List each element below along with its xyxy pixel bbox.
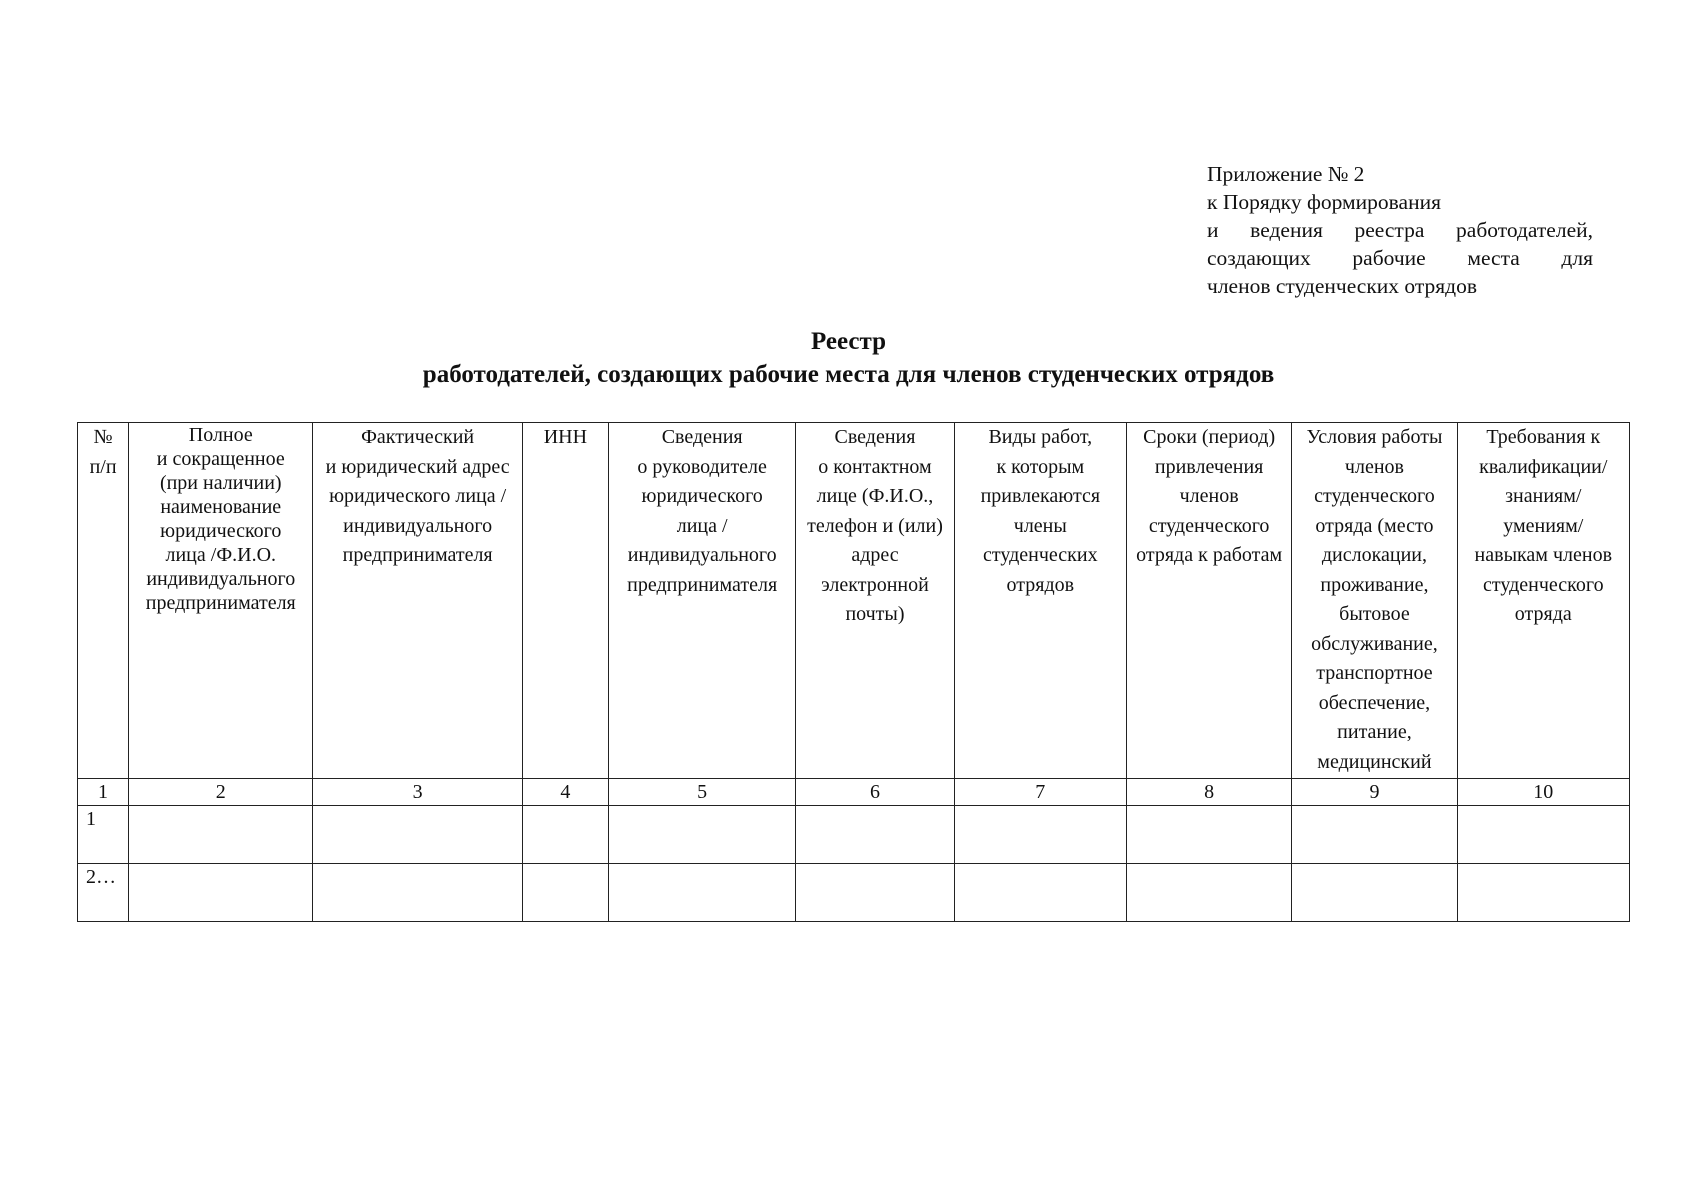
registry-table [77,422,1630,922]
table-cell [1292,806,1457,864]
header-cell-address: Фактический и юридический адрес юридического лица / индивидуального предпринимателя [313,423,522,779]
column-number-cell: 1 [78,779,129,806]
table-cell [608,806,795,864]
document-subtitle: работодателей, создающих рабочие места для членов студенческих отрядов [422,361,1275,388]
header-cell-inn: ИНН [522,423,608,779]
appendix-word: места [1467,246,1520,270]
table-cell [522,806,608,864]
appendix-line-2: к Порядку формирования [1207,190,1441,214]
column-number-cell: 7 [954,779,1126,806]
table-cell [129,806,313,864]
column-number-cell: 9 [1292,779,1457,806]
table-row [78,806,1630,864]
table-cell [796,806,954,864]
appendix-line-1: Приложение № 2 [1207,162,1365,186]
header-cell-period: Сроки (период) привлечения членов студенческого отряда к работам [1126,423,1291,779]
table-cell [129,864,313,922]
table-cell [1126,864,1291,922]
column-number-cell: 10 [1457,779,1629,806]
column-number-row [78,779,1630,806]
table-cell [954,806,1126,864]
table-cell [522,864,608,922]
appendix-line-5: членов студенческих отрядов [1207,274,1478,298]
table-cell [313,864,522,922]
table-cell [1457,806,1629,864]
appendix-word: создающих [1207,246,1311,270]
row-number-cell: 1 [78,806,129,864]
column-number-cell: 8 [1126,779,1291,806]
appendix-word: и [1207,218,1219,242]
column-number-cell: 6 [796,779,954,806]
appendix-word: реестра [1354,218,1425,242]
table-cell [608,864,795,922]
table-cell [954,864,1126,922]
table-cell [796,864,954,922]
header-cell-name: Полное и сокращенное (при наличии) наименование юридического лица /Ф.И.О. индивидуального предпринимателя [129,423,313,779]
table-cell [1457,864,1629,922]
table-cell [1126,806,1291,864]
appendix-word: работодателей, [1456,218,1593,242]
header-cell-director: Сведения о руководителе юридического лица / индивидуального предпринимателя [608,423,795,779]
header-cell-contact: Сведения о контактном лице (Ф.И.О., телефон и (или) адрес электронной почты) [796,423,954,779]
appendix-line-4 [1207,244,1593,272]
column-number-cell: 5 [608,779,795,806]
appendix-line-3 [1207,216,1593,244]
document-title: Реестр [810,328,887,355]
appendix-word: для [1561,246,1593,270]
table-row [78,864,1630,922]
table-cell [1292,864,1457,922]
header-cell-requirements: Требования к квалификации/ знаниям/ умениям/ навыкам членов студенческого отряда [1457,423,1629,779]
column-number-cell: 3 [313,779,522,806]
table-header-row [78,423,1630,779]
header-cell-conditions: Условия работы членов студенческого отряда (место дислокации, проживание, бытовое обслуживание, транспортное обеспечение, питание, медицинский [1292,423,1457,779]
header-cell-number: № п/п [78,423,129,779]
appendix-word: ведения [1250,218,1323,242]
column-number-cell: 4 [522,779,608,806]
column-number-cell: 2 [129,779,313,806]
table-cell [313,806,522,864]
appendix-word: рабочие [1352,246,1426,270]
header-cell-work-types: Виды работ, к которым привлекаются члены студенческих отрядов [954,423,1126,779]
row-number-cell: 2… [78,864,129,922]
appendix-note [1207,160,1593,300]
